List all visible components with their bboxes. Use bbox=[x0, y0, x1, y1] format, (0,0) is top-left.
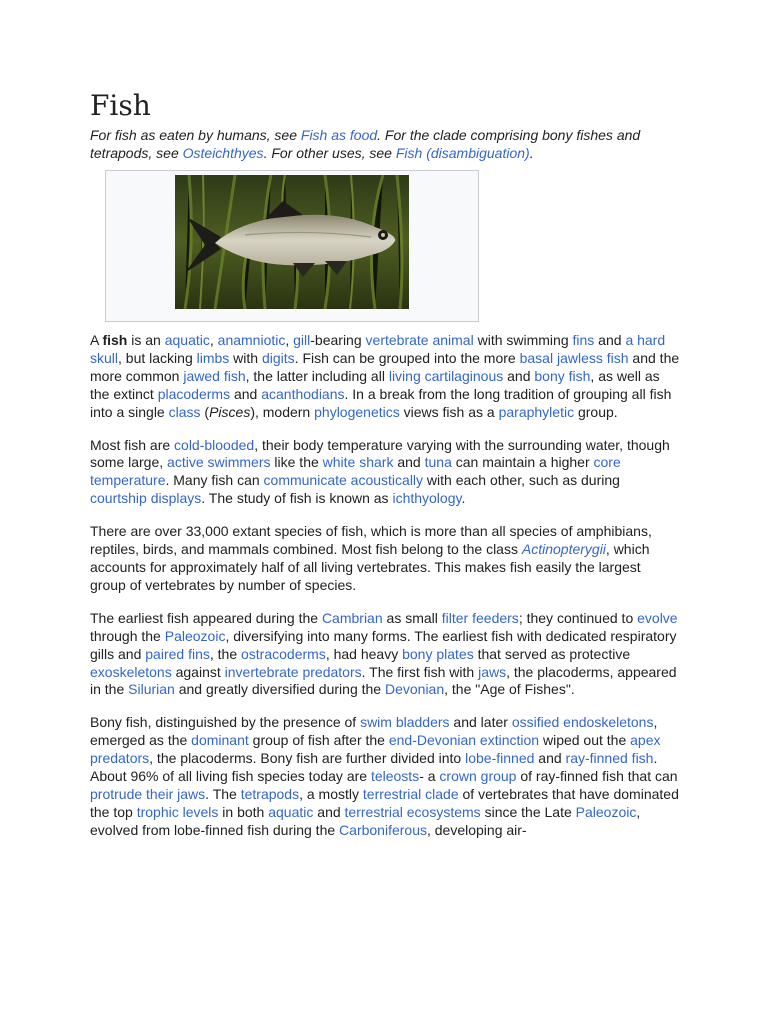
text-run: in both bbox=[218, 803, 269, 820]
text-run: Most fish are bbox=[90, 436, 175, 453]
wiki-link[interactable]: evolve bbox=[637, 609, 678, 626]
text-run: . bbox=[461, 490, 466, 507]
wiki-link[interactable]: protrude their jaws bbox=[90, 785, 206, 802]
text-run: and later bbox=[449, 714, 512, 731]
wiki-link[interactable]: tuna bbox=[424, 454, 452, 471]
text-run: group. bbox=[574, 403, 618, 420]
wiki-link[interactable]: dominant bbox=[191, 732, 249, 749]
wiki-link[interactable]: a hard skull bbox=[90, 332, 666, 366]
text-run: with bbox=[229, 349, 262, 366]
text-run: ; they continued to bbox=[518, 609, 638, 626]
wiki-link[interactable]: Paleozoic bbox=[575, 803, 637, 820]
text-run: , emerged as the bbox=[90, 714, 658, 749]
wiki-link[interactable]: jawless fish bbox=[556, 349, 629, 366]
wiki-link[interactable]: Fish (disambiguation) bbox=[395, 145, 530, 161]
wiki-link[interactable]: apex predators bbox=[90, 732, 661, 767]
wiki-link[interactable]: terrestrial ecosystems bbox=[344, 803, 481, 820]
text-run: , developing air- bbox=[426, 821, 527, 838]
text-run: , bbox=[209, 332, 218, 348]
text-run: . Fish can be grouped into the more bbox=[294, 349, 520, 366]
paragraph-5 bbox=[90, 714, 680, 839]
wiki-link[interactable]: class bbox=[168, 403, 201, 420]
text-run: , but lacking bbox=[118, 349, 197, 366]
wiki-link[interactable]: courtship displays bbox=[90, 490, 202, 507]
wiki-link[interactable]: digits bbox=[261, 349, 295, 366]
wiki-link[interactable]: living bbox=[388, 367, 421, 384]
text-run: , the placoderms. Bony fish are further divided into bbox=[149, 750, 466, 767]
wiki-link[interactable]: aquatic bbox=[268, 803, 314, 820]
text-run: . bbox=[529, 145, 534, 161]
wiki-link[interactable]: filter feeders bbox=[441, 609, 519, 626]
text-run: , bbox=[285, 332, 294, 348]
text-run: For fish as eaten by humans, see bbox=[90, 127, 301, 143]
wiki-link[interactable]: placoderms bbox=[157, 385, 231, 402]
text-run: , as well as the extinct bbox=[90, 367, 660, 402]
wiki-link[interactable]: vertebrate animal bbox=[365, 332, 474, 348]
wiki-link[interactable]: bony fish bbox=[534, 367, 591, 384]
paragraph-3 bbox=[90, 523, 680, 595]
wiki-link[interactable]: white shark bbox=[322, 454, 394, 471]
fish-photo-image bbox=[175, 175, 409, 309]
wiki-link[interactable]: active swimmers bbox=[167, 454, 271, 471]
wiki-link[interactable]: paraphyletic bbox=[498, 403, 575, 420]
text-run: The earliest fish appeared during the bbox=[90, 609, 322, 626]
wiki-link[interactable]: fins bbox=[572, 332, 595, 348]
wiki-link[interactable]: bony plates bbox=[402, 645, 474, 662]
wiki-link[interactable]: Carboniferous bbox=[339, 821, 427, 838]
article-body bbox=[90, 332, 680, 840]
wiki-link[interactable]: trophic levels bbox=[136, 803, 219, 820]
text-run: ), modern bbox=[250, 403, 315, 420]
wiki-link[interactable]: phylogenetics bbox=[314, 403, 400, 420]
hatnote bbox=[90, 126, 680, 162]
text-run: with each other, such as during bbox=[423, 472, 620, 489]
text-run: . About 96% of all living fish species today are bbox=[90, 750, 658, 785]
wiki-link[interactable]: clade bbox=[425, 785, 459, 802]
text-run: and bbox=[393, 454, 425, 471]
text-run: through the bbox=[90, 627, 165, 644]
text-run: , their body temperature varying with the surrounding water, though some large, bbox=[90, 436, 670, 471]
text-run: . For other uses, see bbox=[263, 145, 396, 161]
wiki-link[interactable]: jaws bbox=[478, 663, 507, 680]
text-run: that served as protective bbox=[473, 645, 631, 662]
text-run: . For the clade comprising bony fishes and tetrapods, see bbox=[90, 127, 641, 161]
text-run: is an bbox=[127, 332, 165, 348]
wiki-link[interactable]: acanthodians bbox=[261, 385, 345, 402]
text-run: , the placoderms, appeared in the bbox=[90, 663, 677, 698]
text-run: , the bbox=[209, 645, 241, 662]
wiki-link[interactable]: Devonian bbox=[384, 681, 445, 698]
text-run: like the bbox=[270, 454, 323, 471]
wiki-link[interactable]: ossified bbox=[511, 714, 560, 731]
text-run: ( bbox=[200, 403, 210, 420]
figure-thumbnail[interactable] bbox=[105, 170, 479, 322]
text-run: and the more common bbox=[90, 349, 680, 384]
paragraph-1 bbox=[90, 332, 680, 422]
text-run: against bbox=[171, 663, 225, 680]
wiki-link[interactable]: basal bbox=[519, 349, 554, 366]
text-run: . The study of fish is known as bbox=[201, 490, 393, 507]
wiki-link[interactable]: ray-finned fish bbox=[565, 750, 654, 767]
text-run: . Many fish can bbox=[165, 472, 264, 489]
bold-term: fish bbox=[102, 332, 128, 348]
text-run: and bbox=[503, 367, 535, 384]
wiki-link[interactable]: core temperature bbox=[90, 454, 621, 489]
text-run: , which accounts for approximately half of all living vertebrates. This makes fish easily the largest group of vertebrates by number of species. bbox=[90, 541, 650, 593]
wiki-link[interactable]: limbs bbox=[196, 349, 230, 366]
wiki-link[interactable]: anamniotic bbox=[217, 332, 286, 348]
text-run: , the latter including all bbox=[245, 367, 389, 384]
text-run: , the "Age of Fishes". bbox=[444, 681, 575, 698]
wiki-link[interactable]: cartilaginous bbox=[424, 367, 504, 384]
text-run: . The bbox=[205, 785, 241, 802]
text-run: of ray-finned fish that can bbox=[516, 768, 678, 785]
page-title: Fish bbox=[90, 89, 151, 122]
text-run: There are over 33,000 extant species of fish, which is more than all species of amphibians, reptiles, birds, and mammals combined. Most fish belong to the class bbox=[90, 523, 652, 558]
wiki-link[interactable]: invertebrate predators bbox=[224, 663, 362, 680]
text-run: A bbox=[90, 332, 103, 348]
wiki-link[interactable]: teleosts bbox=[370, 768, 420, 785]
text-run: Bony fish, distinguished by the presence of bbox=[90, 714, 361, 731]
wiki-link[interactable]: crown group bbox=[439, 768, 517, 785]
italic-text: Pisces bbox=[209, 403, 251, 420]
wiki-link[interactable]: paired fins bbox=[145, 645, 210, 662]
text-run: . In a break from the long tradition of grouping all fish into a single bbox=[90, 385, 672, 420]
text-run: . The first fish with bbox=[361, 663, 479, 680]
wiki-link[interactable]: Osteichthyes bbox=[182, 145, 264, 161]
text-run: and bbox=[594, 332, 626, 348]
text-run: and bbox=[534, 750, 566, 767]
wiki-link[interactable]: endoskeletons bbox=[563, 714, 654, 731]
wiki-link[interactable]: Cambrian bbox=[321, 609, 383, 626]
text-run: and greatly diversified during the bbox=[174, 681, 385, 698]
wiki-link[interactable]: Fish as food bbox=[300, 127, 378, 143]
wiki-link[interactable]: gill bbox=[293, 332, 311, 348]
wiki-link[interactable]: exoskeletons bbox=[90, 663, 172, 680]
text-run: as small bbox=[382, 609, 442, 626]
wiki-link[interactable]: jawed fish bbox=[183, 367, 246, 384]
text-run: and bbox=[313, 803, 345, 820]
wiki-link[interactable]: Paleozoic bbox=[164, 627, 226, 644]
wiki-link[interactable]: lobe-finned bbox=[465, 750, 535, 767]
text-run: group of fish after the bbox=[248, 732, 389, 749]
wiki-link[interactable]: Silurian bbox=[128, 681, 175, 698]
text-run: wiped out the bbox=[539, 732, 631, 749]
wiki-link[interactable]: cold-blooded bbox=[174, 436, 255, 453]
paragraph-2 bbox=[90, 437, 680, 509]
text-run: , evolved from lobe-finned fish during the bbox=[90, 803, 641, 838]
article bbox=[90, 88, 680, 855]
text-run: of vertebrates that have dominated the top bbox=[90, 785, 679, 820]
paragraph-4 bbox=[90, 610, 680, 700]
wiki-link[interactable]: ostracoderms bbox=[241, 645, 326, 662]
wiki-link[interactable]: end-Devonian extinction bbox=[388, 732, 540, 749]
wiki-link[interactable]: tetrapods bbox=[240, 785, 300, 802]
wiki-link[interactable]: ichthyology bbox=[392, 490, 462, 507]
text-run: can maintain a higher bbox=[451, 454, 594, 471]
wiki-link[interactable]: Actinopterygii bbox=[521, 541, 606, 558]
wiki-link[interactable]: terrestrial bbox=[362, 785, 422, 802]
wiki-link[interactable]: swim bladders bbox=[360, 714, 450, 731]
text-run: , had heavy bbox=[325, 645, 403, 662]
wiki-link[interactable]: communicate acoustically bbox=[263, 472, 424, 489]
text-run: with swimming bbox=[473, 332, 573, 348]
text-run: and bbox=[230, 385, 262, 402]
text-run: views fish as a bbox=[399, 403, 499, 420]
text-run: , a mostly bbox=[299, 785, 363, 802]
text-run: - a bbox=[419, 768, 440, 785]
text-run: , diversifying into many forms. The earliest fish with dedicated respiratory gills and bbox=[90, 627, 677, 662]
wiki-link[interactable]: aquatic bbox=[164, 332, 210, 348]
text-run: since the Late bbox=[480, 803, 576, 820]
text-run: -bearing bbox=[310, 332, 366, 348]
